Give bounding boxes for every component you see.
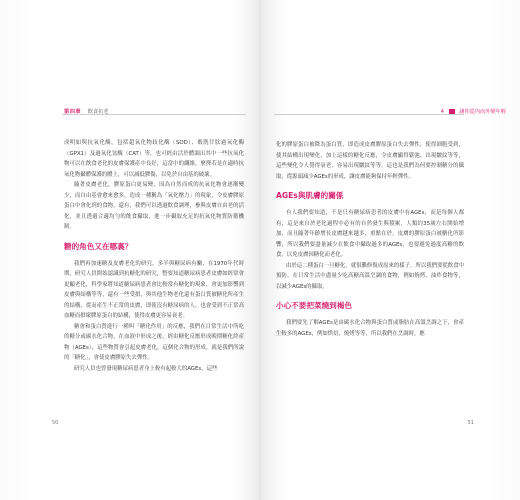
left-body bbox=[64, 138, 244, 374]
section-heading: 小心不要把菜燒到褐色 bbox=[276, 301, 352, 310]
page-number: 50 bbox=[52, 420, 59, 426]
paragraph: 化的膠原蛋白被降為蛋白質，即造成皮膚膠原蛋白失去彈性，使得細胞受到，使其結構出現變化，加上這樣的糖化反應，令皮膚顯得鬆弛、出現皺紋等等，這些變化令人覺得衰老、容易出現皺紋等等。這也是我們為何要控制糖分的攝取，從源頭減少AGEs的形成，讓皮膚能夠保持年輕彈性。 bbox=[276, 142, 464, 180]
header-rule bbox=[274, 114, 464, 115]
chapter-title: 飲食抗老 bbox=[87, 109, 109, 115]
paragraph: 由於這二種蛋白一旦糖化，就很難修復成原來的樣子，所以我們要從飲食中預防，在日常生活中盡量少吃高糖高溫烹調的食物，例如燒烤、油炸食物等，以減少AGEs的攝取。 bbox=[276, 262, 464, 290]
paragraph: 糖會和蛋白質進行一種叫「糖化作用」的反應，我們在日常生活中所吃的糖分或碳水化合物，在血液中形成之後，經由糖化反應形成晚期糖化終產物（AGEs），這些物質會引起皮膚老化，這個化合物的形成，就是我們所說的「糖化」，會使皮膚膠原失去彈性。 bbox=[64, 323, 244, 361]
chapter-label: 第四章 bbox=[64, 109, 82, 115]
header-title: 讓你從內而外變年輕 bbox=[459, 109, 506, 115]
section-heading: AGEs與肌膚的關係 bbox=[276, 191, 344, 200]
paragraph: 我們要先了解AGEs是由碳水化合物與蛋白質或脂肪在高溫烹調之下，會產生較多的AGEs，例如烘焙、燒烤等等，所以我們在烹調時，應 bbox=[276, 320, 464, 337]
header-rule bbox=[62, 114, 246, 115]
paragraph: 有人我們要知道，不是只有糖尿病患者的皮膚中有AGEs，而是每個人都有，這是來自於老化過程中必有的自然發生與積累，人類約35歲左右開始增加，而且隨著年齡增長皮膚越來越多，重點在於，皮膚的膠原蛋白被糖化所影響，所以我們要盡量減少在飲食中攝取過多的AGEs，也要避免過度高糖的飲食，以免皮膚因糖化而老化。 bbox=[276, 210, 464, 258]
right-body bbox=[276, 140, 464, 339]
page-number: 51 bbox=[467, 420, 474, 426]
section-heading: 糖的角色又在哪裏？ bbox=[64, 241, 133, 251]
header-page-label: 4 bbox=[440, 109, 444, 115]
paragraph: 研究人員也曾發現糖尿病患者身上較有起較大的AGEs，這些 bbox=[74, 365, 218, 372]
right-page bbox=[260, 0, 520, 500]
paragraph: 隨著皮膚老化，膠原蛋白更易變，因為自然而成的抗氧化物會逐漸變少，而自由基會愈來愈多，造成一種稱為「氧化壓力」的現象，令皮膚膠原蛋白中會化到的食物，還有，我們可以透過飲食調理，參與皮膚自由老的活化，並且透過合適均勻的飲食攝取，進一步攝取充足的抗氧化物質防衛機制。 bbox=[64, 182, 244, 230]
paragraph: 我們再加速糖及皮膚老化的研究，多半與糖尿病有關，在1970年代時期，研究人員開始認識到抗糖化的研究，整要知道糖尿病患者皮膚如經常會更顯老化，科學家將知道糖尿病患者會比較常有糖化的現象，會更加影響到皮膚與結構等等，還有一些受損，與其他生物老化還有蛋白質被糖化所產生的結構，從而產生不正常的皮膚，即使沒有糖尿病的人，也會受到不正常高血糖而損壞膠原蛋白的結構，使得皮膚更容易衰老。 bbox=[64, 260, 244, 319]
paragraph: 成明如與抗氧化酶，包括超氧化物歧化酶（SOD）、穀胱甘肽過氧化酶（GPX1）及過氧化氫酶（CAT）等，也可經由活於體調出其中一些抗氧化物可以在飲食老化的皮膚保護產中良好，這當中的纖維，麼擇若是在適時抗氧化物攝體保護的體上，可以減低膠傷，以免於自由基的破壞。 bbox=[64, 140, 244, 178]
